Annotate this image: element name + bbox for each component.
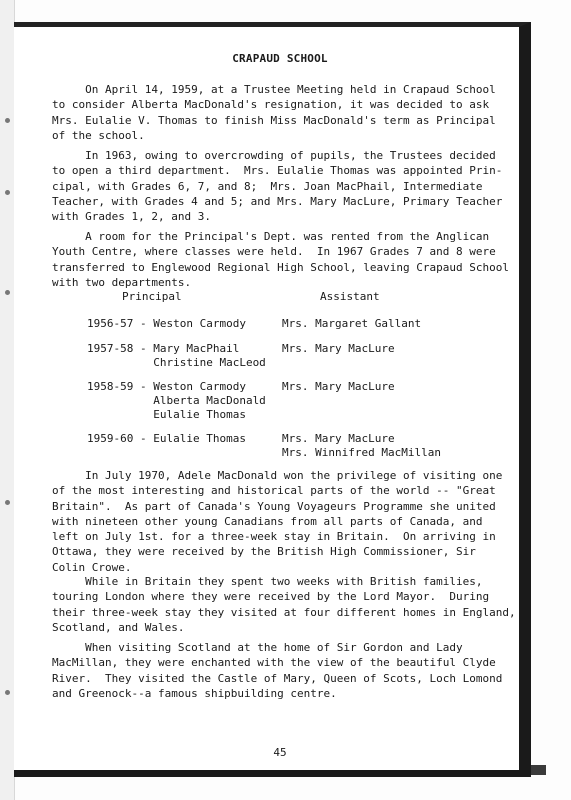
principal-header: Principal bbox=[122, 290, 182, 303]
paragraph-4: In July 1970, Adele MacDonald won the privilege of visiting one of the most interesting and historical parts of the world -- "Great Britain". As part of Canada's Young Voyageurs Programme she united with nineteen other young Canadians from all parts of Canada, and left on July 1st. for a three-week stay in Britain. On arriving in Ottawa, they were received by the British High Commissioner, Sir Colin Crowe. bbox=[52, 469, 503, 574]
binder-hole bbox=[5, 190, 10, 195]
table-row-assistant: Mrs. Mary MacLure bbox=[282, 342, 395, 355]
binder-hole bbox=[5, 290, 10, 295]
assistant-header: Assistant bbox=[320, 290, 380, 303]
table-row-assistant: Mrs. Mary MacLure Mrs. Winnifred MacMillan bbox=[282, 432, 441, 459]
table-row-assistant: Mrs. Mary MacLure bbox=[282, 380, 395, 393]
table-row-principal: 1956-57 - Weston Carmody bbox=[87, 317, 246, 330]
paragraph-2: In 1963, owing to overcrowding of pupils, the Trustees decided to open a third department. Mrs. Eulalie Thomas was appointed Prin- cipal, with Grades 6, 7, and 8; Mrs. Joan MacPhail, Intermediate Teacher, with Grades 4 and 5; and Mrs. Mary MacLure, Primary Teacher with Grades 1, 2, and 3. bbox=[52, 149, 503, 224]
page-number: 45 bbox=[273, 746, 287, 759]
paragraph-3: A room for the Principal's Dept. was rented from the Anglican Youth Centre, where classes were held. In 1967 Grades 7 and 8 were transferred to Englewood Regional High School, leaving Crapaud School with two departments. bbox=[52, 230, 509, 289]
binder-hole bbox=[5, 118, 10, 123]
table-row-principal: 1958-59 - Weston Carmody Alberta MacDonald Eulalie Thomas bbox=[87, 380, 266, 421]
page-title: CRAPAUD SCHOOL bbox=[232, 52, 328, 65]
paragraph-5: While in Britain they spent two weeks with British families, touring London where they were received by the Lord Mayor. During their three-week stay they visited at four different homes in England, Scotland, and Wales. bbox=[52, 575, 516, 634]
binder-hole bbox=[5, 500, 10, 505]
binder-hole bbox=[5, 690, 10, 695]
table-row-principal: 1959-60 - Eulalie Thomas bbox=[87, 432, 246, 445]
table-row-principal: 1957-58 - Mary MacPhail Christine MacLeod bbox=[87, 342, 266, 369]
table-row-assistant: Mrs. Margaret Gallant bbox=[282, 317, 422, 330]
paragraph-1: On April 14, 1959, at a Trustee Meeting held in Crapaud School to consider Alberta MacDonald's resignation, it was decided to ask Mrs. Eulalie V. Thomas to finish Miss MacDonald's term as Principal of the school. bbox=[52, 83, 496, 142]
paragraph-6: When visiting Scotland at the home of Sir Gordon and Lady MacMillan, they were enchanted with the view of the beautiful Clyde River. They visited the Castle of Mary, Queen of Scots, Loch Lomond and Greenock--a famous shipbuilding centre. bbox=[52, 641, 503, 700]
